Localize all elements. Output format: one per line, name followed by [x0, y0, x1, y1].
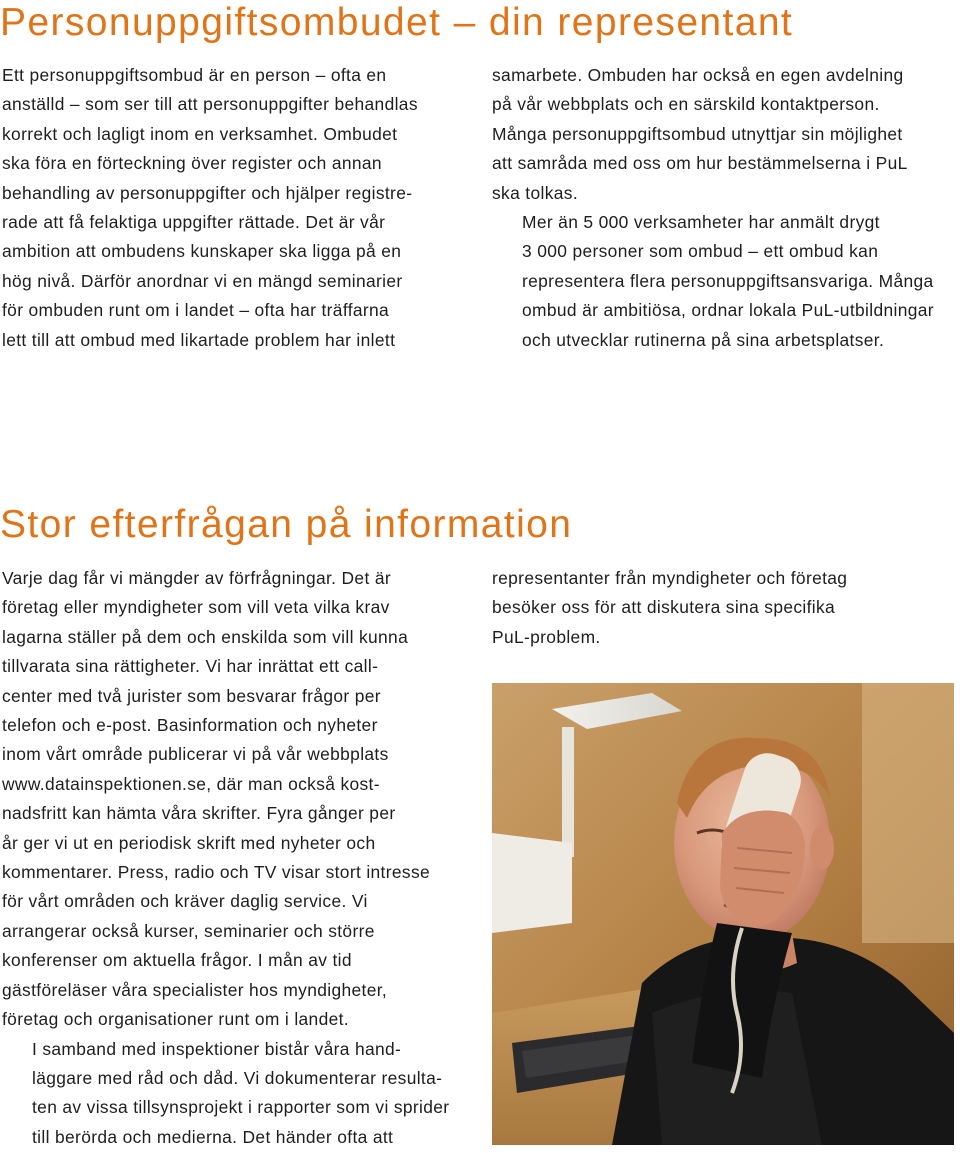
text-line: hög nivå. Därför anordnar vi en mängd seminarier — [2, 270, 403, 291]
text-line: besöker oss för att diskutera sina specifika — [492, 597, 836, 618]
text-line: telefon och e-post. Basinformation och nyheter — [2, 715, 378, 736]
photo-illustration — [492, 683, 954, 1145]
text-line: center med två jurister som besvarar frågor per — [2, 685, 381, 706]
text-line: till berörda och medierna. Det händer ofta att — [32, 1126, 394, 1147]
text-line: samarbete. Ombuden har också en egen avdelning — [492, 65, 904, 85]
text-line: www.datainspektionen.se, där man också kost- — [2, 773, 380, 794]
text-line: I samband med inspektioner bistår våra hand- — [32, 1038, 402, 1059]
text-line: läggare med råd och dåd. Vi dokumenterar resulta- — [32, 1067, 443, 1088]
text-line: lett till att ombud med likartade problem har inlett — [2, 329, 396, 350]
text-line: konferenser om aktuella frågor. I mån av tid — [2, 950, 352, 971]
paragraph — [2, 564, 470, 1035]
text-line: nadsfritt kan hämta våra skrifter. Fyra gånger per — [2, 803, 396, 824]
text-line: ten av vissa tillsynsprojekt i rapporter som vi sprider — [32, 1097, 450, 1118]
text-line: Ett personuppgiftsombud är en person – ofta en — [2, 65, 387, 85]
text-line: ombud är ambitiösa, ordnar lokala PuL-utbildningar — [522, 300, 934, 321]
text-line: företag och organisationer runt om i landet. — [2, 1009, 349, 1030]
text-line: rade att få felaktiga uppgifter rättade. Det är vår — [2, 212, 386, 233]
text-line: och utvecklar rutinerna på sina arbetsplatser. — [522, 329, 885, 350]
paragraph — [492, 208, 960, 355]
text-line: representanter från myndigheter och företag — [492, 568, 848, 588]
text-line: korrekt och lagligt inom en verksamhet. Ombudet — [2, 123, 398, 144]
text-line: PuL-problem. — [492, 626, 601, 647]
section-heading-ombud: Personuppgiftsombudet – din representant — [0, 1, 794, 44]
paragraph — [492, 564, 960, 652]
text-line: anställd – som ser till att personuppgifter behandlas — [2, 94, 418, 115]
column-information-right — [492, 564, 960, 652]
text-line: för ombuden runt om i landet – ofta har träffarna — [2, 300, 390, 321]
text-line: inom vårt område publicerar vi på vår webbplats — [2, 744, 389, 765]
text-line: att samråda med oss om hur bestämmelserna i PuL — [492, 153, 908, 174]
text-line: behandling av personuppgifter och hjälper registre- — [2, 182, 413, 203]
text-line: Varje dag får vi mängder av förfrågningar. Det är — [2, 568, 391, 588]
text-line: år ger vi ut en periodisk skrift med nyheter och — [2, 832, 376, 853]
text-line: Mer än 5 000 verksamheter har anmält drygt — [522, 212, 880, 233]
text-line: ska föra en förteckning över register och annan — [2, 153, 382, 174]
text-line: Många personuppgiftsombud utnyttjar sin möjlighet — [492, 123, 903, 144]
paragraph — [2, 61, 470, 355]
paragraph — [2, 1035, 470, 1153]
column-ombud-right — [492, 61, 960, 355]
text-line: ska tolkas. — [492, 182, 579, 203]
column-information-left — [2, 564, 470, 1152]
text-line: 3 000 personer som ombud – ett ombud kan — [522, 241, 879, 262]
section-heading-information: Stor efterfrågan på information — [0, 503, 573, 546]
text-line: arrangerar också kurser, seminarier och större — [2, 920, 375, 941]
paragraph — [492, 61, 960, 208]
text-line: företag eller myndigheter som vill veta vilka krav — [2, 597, 390, 618]
photo-man-on-phone — [492, 683, 954, 1145]
text-line: tillvarata sina rättigheter. Vi har inrättat ett call- — [2, 656, 379, 677]
text-line: gästföreläser våra specialister hos myndigheter, — [2, 979, 388, 1000]
text-line: ambition att ombudens kunskaper ska ligga på en — [2, 241, 402, 262]
text-line: på vår webbplats och en särskild kontaktperson. — [492, 94, 880, 115]
text-line: för vårt områden och kräver daglig service. Vi — [2, 891, 368, 912]
text-line: kommentarer. Press, radio och TV visar stort intresse — [2, 862, 431, 883]
text-line: lagarna ställer på dem och enskilda som vill kunna — [2, 626, 409, 647]
text-line: representera flera personuppgiftsansvariga. Många — [522, 270, 934, 291]
column-ombud-left — [2, 61, 470, 355]
